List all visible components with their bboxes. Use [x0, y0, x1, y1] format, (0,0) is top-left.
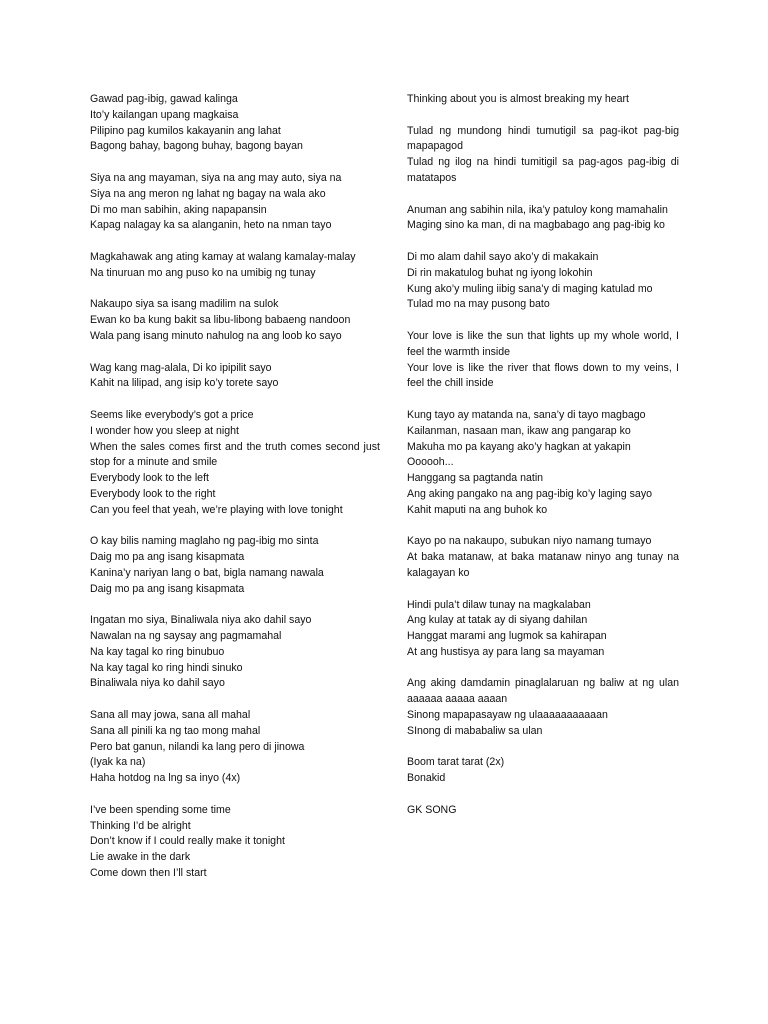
- lyric-line: Binaliwala niya ko dahil sayo: [90, 677, 225, 690]
- lyric-line: Bonakid: [407, 772, 446, 785]
- lyric-line: Makuha mo pa kayang ako’y hagkan at yakapin: [407, 440, 631, 453]
- lyric-line: GK SONG: [407, 803, 457, 816]
- lyric-line: Pero bat ganun, nilandi ka lang pero di jinowa: [90, 740, 305, 753]
- lyric-line: Wag kang mag-alala, Di ko ipipilit sayo: [90, 361, 272, 374]
- lyric-line: Kanina’y nariyan lang o bat, bigla namang nawala: [90, 566, 324, 579]
- lyric-stanza: [90, 250, 380, 282]
- right-column: [407, 92, 679, 834]
- lyric-line: Na tinuruan mo ang puso ko na umibig ng tunay: [90, 266, 316, 279]
- lyric-line: Ito’y kailangan upang magkaisa: [90, 108, 239, 121]
- lyric-line: Ang kulay at tatak ay di siyang dahilan: [407, 614, 588, 627]
- lyric-stanza: [90, 297, 380, 344]
- lyric-line: Kung tayo ay matanda na, sana’y di tayo magbago: [407, 408, 646, 421]
- lyric-stanza: [90, 613, 380, 692]
- lyric-stanza: [407, 203, 679, 235]
- lyric-line: Na kay tagal ko ring hindi sinuko: [90, 661, 243, 674]
- lyric-line: Magkahawak ang ating kamay at walang kamalay-malay: [90, 250, 356, 263]
- lyric-line: Nawalan na ng saysay ang pagmamahal: [90, 630, 282, 643]
- lyric-line: Don’t know if I could really make it tonight: [90, 835, 285, 848]
- lyric-line: Thinking I’d be alright: [90, 819, 191, 832]
- lyric-line: Ingatan mo siya, Binaliwala niya ako dahil sayo: [90, 614, 312, 627]
- lyric-line: Pilipino pag kumilos kakayanin ang lahat: [90, 124, 281, 137]
- lyric-line: At ang hustisya ay para lang sa mayaman: [407, 645, 605, 658]
- lyric-line: Your love is like the river that flows down to my veins, I feel the chill inside: [407, 361, 679, 390]
- lyric-line: Na kay tagal ko ring binubuo: [90, 645, 225, 658]
- lyric-line: At baka matanaw, at baka matanaw ninyo ang tunay na kalagayan ko: [407, 551, 679, 579]
- lyric-line: I wonder how you sleep at night: [90, 424, 239, 437]
- lyric-stanza: [407, 755, 679, 787]
- lyric-line: SInong di mababaliw sa ulan: [407, 724, 543, 737]
- lyric-line: Haha hotdog na lng sa inyo (4x): [90, 772, 241, 785]
- lyric-line: Gawad pag-ibig, gawad kalinga: [90, 93, 238, 105]
- lyric-line: Daig mo pa ang isang kisapmata: [90, 582, 245, 595]
- lyric-line: Siya na ang mayaman, siya na ang may auto, siya na: [90, 171, 342, 184]
- lyric-line: I’ve been spending some time: [90, 803, 231, 816]
- lyric-stanza: [407, 534, 679, 581]
- lyric-line: Can you feel that yeah, we’re playing with love tonight: [90, 503, 343, 516]
- lyric-stanza: [407, 408, 679, 519]
- lyric-line: When the sales comes first and the truth comes second just stop for a minute and smile: [90, 440, 380, 469]
- lyric-line: Sana all pinili ka ng tao mong mahal: [90, 724, 261, 737]
- lyric-line: Siya na ang meron ng lahat ng bagay na wala ako: [90, 187, 326, 200]
- lyric-line: Bagong bahay, bagong buhay, bagong bayan: [90, 140, 303, 153]
- lyric-line: Kailanman, nasaan man, ikaw ang pangarap ko: [407, 424, 631, 437]
- lyric-stanza: [90, 92, 380, 155]
- lyric-line: Thinking about you is almost breaking my heart: [407, 93, 629, 105]
- lyric-line: Nakaupo siya sa isang madilim na sulok: [90, 298, 279, 311]
- lyric-line: Oooooh...: [407, 456, 454, 469]
- lyric-line: Boom tarat tarat (2x): [407, 756, 505, 769]
- lyric-line: Maging sino ka man, di na magbabago ang pag-ibig ko: [407, 219, 665, 232]
- lyric-line: Hanggang sa pagtanda natin: [407, 472, 544, 485]
- lyric-line: Sana all may jowa, sana all mahal: [90, 709, 251, 722]
- lyric-line: Di mo alam dahil sayo ako’y di makakain: [407, 250, 599, 263]
- lyric-stanza: [407, 598, 679, 661]
- lyric-stanza: [90, 361, 380, 393]
- lyric-stanza: [407, 676, 679, 739]
- lyric-line: Ang aking pangako na ang pag-ibig ko’y laging sayo: [407, 487, 653, 500]
- lyric-line: Kayo po na nakaupo, subukan niyo namang tumayo: [407, 535, 652, 548]
- lyric-line: Di rin makatulog buhat ng iyong lokohin: [407, 266, 593, 279]
- lyric-stanza: [90, 534, 380, 597]
- lyric-line: Your love is like the sun that lights up my whole world, I feel the warmth inside: [407, 329, 679, 358]
- lyric-line: Kung ako’y muling iibig sana’y di maging katulad mo: [407, 282, 653, 295]
- lyric-stanza: [90, 408, 380, 519]
- lyric-line: Ewan ko ba kung bakit sa libu-libong babaeng nandoon: [90, 314, 351, 327]
- lyric-stanza: [90, 803, 380, 882]
- lyric-line: O kay bilis naming maglaho ng pag-ibig mo sinta: [90, 535, 319, 548]
- lyric-stanza: [407, 803, 679, 819]
- lyric-line: Tulad mo na may pusong bato: [407, 298, 550, 311]
- lyric-stanza: [407, 92, 679, 108]
- lyric-line: Di mo man sabihin, aking napapansin: [90, 203, 267, 216]
- lyric-line: Hindi pula’t dilaw tunay na magkalaban: [407, 598, 591, 611]
- lyric-line: Wala pang isang minuto nahulog na ang loob ko sayo: [90, 329, 342, 342]
- lyric-line: Kahit maputi na ang buhok ko: [407, 503, 548, 516]
- lyric-line: Seems like everybody’s got a price: [90, 408, 254, 421]
- lyric-stanza: [407, 124, 679, 187]
- lyric-line: Kahit na lilipad, ang isip ko’y torete sayo: [90, 377, 279, 390]
- lyric-stanza: [407, 250, 679, 313]
- lyric-line: (Iyak ka na): [90, 756, 146, 769]
- lyric-line: Daig mo pa ang isang kisapmata: [90, 551, 245, 564]
- lyric-line: Lie awake in the dark: [90, 851, 191, 864]
- lyric-line: Tulad ng mundong hindi tumutigil sa pag-ikot pag-big mapapagod: [407, 124, 679, 153]
- lyric-line: Everybody look to the right: [90, 487, 216, 500]
- lyric-line: Sinong mapapasayaw ng ulaaaaaaaaaaan: [407, 709, 608, 722]
- lyric-line: Anuman ang sabihin nila, ika’y patuloy kong mamahalin: [407, 203, 668, 216]
- lyric-line: Come down then I’ll start: [90, 867, 207, 880]
- lyric-line: Hanggat marami ang lugmok sa kahirapan: [407, 630, 607, 643]
- lyric-stanza: [90, 708, 380, 787]
- lyric-line: Kapag nalagay ka sa alanganin, heto na nman tayo: [90, 219, 332, 232]
- left-column: [90, 92, 380, 898]
- lyric-stanza: [407, 329, 679, 392]
- lyric-stanza: [90, 171, 380, 234]
- lyric-line: Everybody look to the left: [90, 472, 209, 485]
- lyric-line: Ang aking damdamin pinaglalaruan ng baliw at ng ulan aaaaaa aaaaa aaaan: [407, 677, 679, 706]
- lyric-line: Tulad ng ilog na hindi tumitigil sa pag-agos pag-ibig di matatapos: [407, 156, 679, 184]
